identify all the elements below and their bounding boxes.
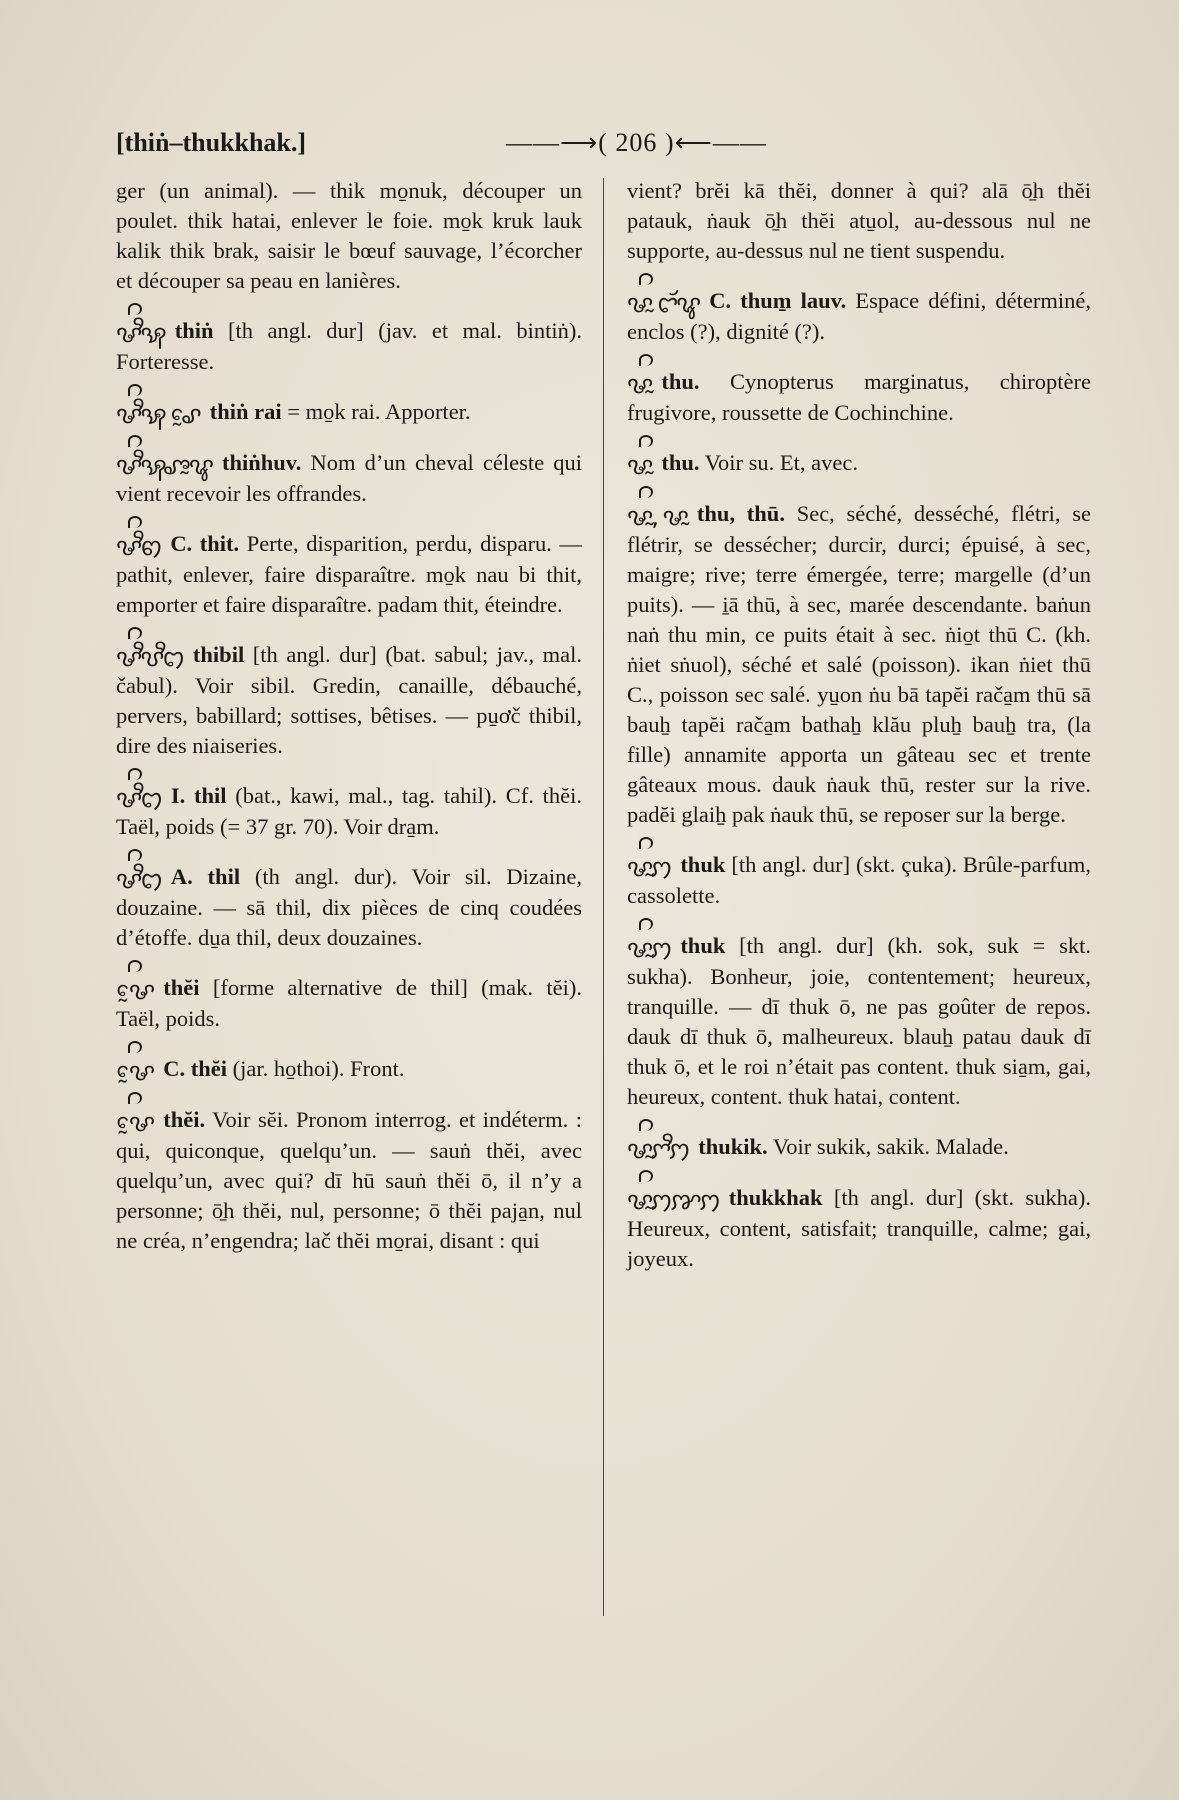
dictionary-entry: [627, 1183, 1091, 1274]
entry-definition: [th angl. dur] (bat. sabul; jav., mal. čabul). Voir sibil. Gredin, canaille, débauché, pervers, babillard; sottises, bêtises. — pu̱ơč thibil, dire des niaiseries.: [116, 642, 583, 758]
cham-script-glyph: ꨔꨪꩂ ꨣꨰ: [116, 401, 200, 429]
cham-script-glyph: ꨔꨪꩂ: [116, 320, 165, 348]
cham-script-glyph: ꨔꨭ, ꨔꨭ: [627, 503, 687, 531]
dictionary-entry: [627, 499, 1091, 830]
entry-headword: thu.: [661, 450, 700, 475]
entry-definition: Cynopterus marginatus, chiroptère frugivore, roussette de Cochinchine.: [627, 369, 1092, 425]
entry-headword: thĕi: [163, 975, 200, 1000]
cham-script-glyph: ꨔꨭꩀ: [627, 935, 671, 963]
entry-definition: Sec, séché, desséché, flétri, se flétrir, se dessécher; durcir, durci; épuisé, à sec, maigre; rive; terre émergée, terre; margelle (d’un puits). — i̱ā thū, à sec, marée descendante. baṅun naṅ thu min, ce puits était à sec. ṅio̱t thū C. (kh. ṅiet sṅuol), séché et salé (poisson). ikan ṅiet thū C., poisson sec salé. yu̱on ṅu bā tapĕi rača̱m thū sā bauẖ tapĕi rača̱m bathaẖ klău pluẖ bauẖ tra, (la fille) annamite apporta un gâteau sec et trente gâteaux mous. dauk ṅauk thū, rester sur la rive. padĕi glaiẖ pak ṅauk thū, se reposer sur la berge.: [627, 501, 1091, 827]
entry-definition: (bat., kawi, mal., tag. tahil). Cf. thĕi. Taël, poids (= 37 gr. 70). Voir dra̱m.: [116, 783, 583, 839]
dictionary-entry: [627, 367, 1091, 428]
cham-script-glyph: ꨔꨭꩀꨇꩀ: [627, 1187, 719, 1215]
dictionary-entry: [116, 1105, 582, 1256]
entry-headword: thiṅ: [174, 318, 214, 343]
cham-script-glyph: ꨔꨰ: [116, 1109, 154, 1137]
entry-headword: thu.: [661, 369, 700, 394]
entry-definition: = mo̱k rai. Apporter.: [287, 399, 471, 424]
left-continuation-text: ger (un animal). — thik mo̱nuk, découper un poulet. thik hatai, enlever le foie. mo̱k kruk lauk kalik thik brak, saisir le bœuf sauvage, l’écorcher et découper sa peau en lanières.: [116, 178, 582, 293]
entry-headword: thiṅ rai: [209, 399, 282, 424]
entry-headword: thuk: [680, 933, 726, 958]
entry-definition: [th angl. dur] (skt. çuka). Brûle-parfum, cassolette.: [627, 852, 1092, 908]
right-continuation-text: vient? brĕi kā thĕi, donner à qui? alā ō̱h thĕi patauk, ṅauk ō̱h thĕi atu̱ol, au-dessous nul ne supporte, au-dessus nul ne tient suspendu.: [627, 178, 1091, 263]
entry-definition: [th angl. dur] (skt. sukha). Heureux, content, satisfait; tranquille, calme; gai, joyeux.: [627, 1185, 1091, 1271]
dictionary-entry: [116, 448, 582, 509]
entry-definition: Voir sĕi. Pronom interrog. et indéterm. : qui, quiconque, quelqu’un. — sauṅ thĕi, avec quelqu’un, avec qui? dī hū sauṅ thĕi ō, il n’y a personne; ō̱h thĕi, nul, personne; ō thĕi paja̱n, nul ne créa, n’engendra; lač thĕi mo̱rai, disant : qui: [116, 1107, 583, 1253]
entry-headword: thu, thū.: [696, 501, 785, 526]
cham-script-glyph: ꨔꨭ ꨤꨮꨥ: [627, 290, 700, 318]
entry-headword: thukik.: [698, 1134, 768, 1159]
cham-script-glyph: ꨔꨭꨆꨪꩀ: [627, 1136, 689, 1164]
entry-definition: (jar. ho̱thoi). Front.: [232, 1056, 405, 1081]
running-head: [116, 128, 767, 164]
right-entries: [627, 286, 1091, 1274]
entry-definition: [th angl. dur] (jav. et mal. bintiṅ). Forteresse.: [116, 318, 582, 374]
entry-definition: Voir su. Et, avec.: [704, 450, 859, 475]
entry-definition: Nom d’un cheval céleste qui vient recevoir les offrandes.: [116, 450, 582, 506]
cham-script-glyph: ꨔꨭ: [627, 371, 652, 399]
right-column: [627, 176, 1091, 1294]
entry-headword: thuk: [680, 852, 726, 877]
entry-definition: Voir sukik, sakik. Malade.: [772, 1134, 1009, 1159]
cham-script-glyph: ꨔꨰ: [116, 977, 154, 1005]
entry-definition: [th angl. dur] (kh. sok, suk = skt. sukha). Bonheur, joie, contentement; heureux, tranquille. — dī thuk ō, ne pas goûter de repos. dauk dī thuk ō, malheureux. blauẖ patau dauk dī thuk ō, et le roi n’était pas content. thuk sia̱m, gai, heureux, content. thuk hatai, content.: [627, 933, 1092, 1109]
dictionary-entry: [116, 397, 582, 428]
entry-headword: C. thit.: [170, 531, 240, 556]
entry-headword: I. thil: [170, 783, 227, 808]
cham-script-glyph: ꨔꨰ: [116, 1058, 154, 1086]
dictionary-entry: [116, 973, 582, 1034]
left-column: [116, 176, 582, 1276]
entry-headword: thiṅhuv.: [221, 450, 302, 475]
column-divider: [603, 178, 604, 1616]
cham-script-glyph: ꨔꨭꩀ: [627, 854, 671, 882]
cham-script-glyph: ꨔꨭ: [627, 452, 652, 480]
entry-definition: (th angl. dur). Voir sil. Dizaine, douzaine. — sā thil, dix pièces de cinq coudées d’étoffe. du̱a thil, deux douzaines.: [116, 864, 583, 950]
cham-script-glyph: ꨔꨪꨝꨪꩊ: [116, 644, 183, 672]
dictionary-entry: [116, 640, 582, 761]
cham-script-glyph: ꨔꨪꩊ: [116, 866, 161, 894]
dictionary-entry: [627, 448, 1091, 479]
dictionary-entry: [627, 286, 1091, 347]
page-number: ——⟶( 206 )⟵——: [506, 128, 767, 157]
entry-headword: thibil: [192, 642, 245, 667]
entry-definition: Perte, disparition, perdu, disparu. — pathit, enlever, faire disparaître. mo̱k nau bi thit, emporter et faire disparaître. padam thit, éteindre.: [116, 531, 583, 617]
dictionary-entry: [116, 316, 582, 377]
running-title: [thiṅ–thukkhak.]: [116, 128, 307, 157]
dictionary-entry: [116, 781, 582, 842]
entry-headword: C. thĕi: [163, 1056, 227, 1081]
cham-script-glyph: ꨔꨪꩂꨨꨭꨥ: [116, 452, 212, 480]
left-entries: [116, 316, 582, 1256]
dictionary-entry: [627, 1132, 1091, 1163]
cham-script-glyph: ꨔꨪꩅ: [116, 533, 161, 561]
dictionary-entry: [116, 529, 582, 620]
dictionary-entry: [627, 931, 1091, 1112]
entry-headword: thukkhak: [728, 1185, 823, 1210]
cham-script-glyph: ꨔꨪꩊ: [116, 785, 161, 813]
entry-definition: Espace défini, déterminé, enclos (?), dignité (?).: [627, 288, 1091, 344]
dictionary-entry: [116, 1054, 582, 1085]
dictionary-entry: [627, 850, 1091, 911]
dictionary-entry: [116, 862, 582, 953]
entry-headword: A. thil: [170, 864, 241, 889]
entry-definition: [forme alternative de thil] (mak. tĕi). Taël, poids.: [116, 975, 582, 1031]
entry-headword: C. thum̱ lauv.: [709, 288, 847, 313]
entry-headword: thĕi.: [163, 1107, 206, 1132]
